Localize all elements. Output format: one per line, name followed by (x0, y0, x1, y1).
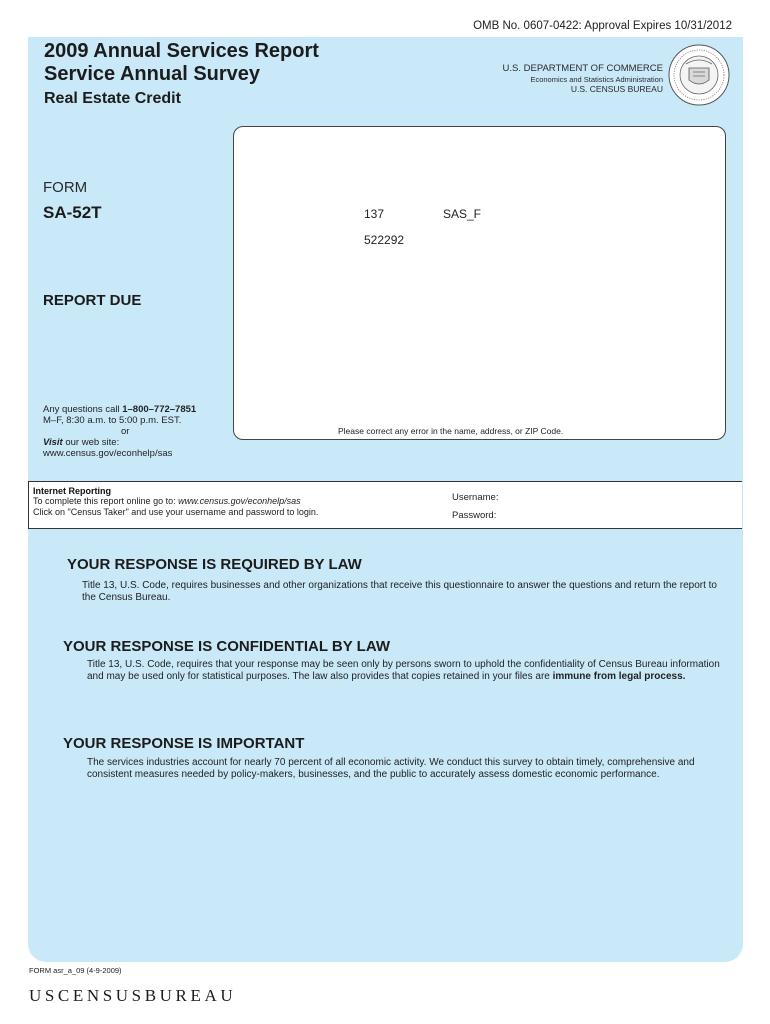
confidential-text: Title 13, U.S. Code, requires that your response may be seen only by persons sworn to uphold the confidentiality of Census Bureau information and may be used only for statistical purposes. The law also provides that copies retained in your files are (87, 659, 720, 682)
survey-title: Service Annual Survey (44, 63, 261, 85)
respondent-id-1: 137 (364, 207, 385, 221)
report-title: 2009 Annual Services Report (44, 40, 319, 62)
important-text: The services industries account for nearly 70 percent of all economic activity. We conduct this survey to obtain timely, comprehensive and consistent measures needed by policy-makers, businesses, and the public to accurately assess domestic economic performance. (87, 757, 695, 780)
bureau-name: U.S. CENSUS BUREAU (570, 84, 663, 94)
visit-line (43, 437, 196, 448)
respondent-id-2: SAS_F (443, 207, 482, 221)
visit-word: Visit (43, 437, 63, 448)
confidential-heading: YOUR RESPONSE IS CONFIDENTIAL BY LAW (63, 638, 390, 655)
department-block (503, 63, 663, 94)
required-text: Title 13, U.S. Code, requires businesses and other organizations that receive this questionnaire to answer the questions and return the report to the Census Bureau. (82, 580, 717, 603)
industry-subtitle: Real Estate Credit (44, 90, 181, 107)
confidential-bold: immune from legal process. (552, 670, 686, 682)
visit-rest: our web site: (62, 437, 120, 448)
important-heading: YOUR RESPONSE IS IMPORTANT (63, 735, 305, 752)
phone-line (43, 404, 196, 415)
form-number: SA-52T (43, 203, 102, 222)
hours-line: M–F, 8:30 a.m. to 5:00 p.m. EST. (43, 415, 182, 426)
online-url-link[interactable]: www.census.gov/econhelp/sas (178, 496, 301, 506)
department-of-commerce-seal-icon (668, 44, 730, 106)
questions-prefix: Any questions call (43, 404, 123, 415)
phone-number[interactable]: 1–800–772–7851 (122, 404, 197, 415)
or-line: or (121, 426, 130, 437)
census-bureau-wordmark: USCENSUSBUREAU (29, 986, 237, 1005)
username-label: Username: (452, 492, 499, 503)
report-due-label: REPORT DUE (43, 292, 142, 309)
address-correction-note: Please correct any error in the name, address, or ZIP Code. (338, 426, 564, 436)
department-name: U.S. DEPARTMENT OF COMMERCE (502, 63, 663, 74)
administration-name: Economics and Statistics Administration (530, 75, 663, 84)
contact-info (43, 404, 196, 459)
website-link[interactable]: www.census.gov/econhelp/sas (43, 448, 173, 459)
internet-reporting-title: Internet Reporting (33, 486, 111, 496)
confidential-paragraph (87, 659, 737, 682)
respondent-id-3: 522292 (364, 233, 405, 247)
internet-reporting-line2: Click on "Census Taker" and use your username and password to login. (33, 507, 319, 517)
form-code: FORM asr_a_09 (4-9-2009) (29, 966, 122, 975)
omb-approval: OMB No. 0607-0422: Approval Expires 10/31/2012 (473, 20, 732, 32)
password-label: Password: (452, 510, 497, 521)
required-heading: YOUR RESPONSE IS REQUIRED BY LAW (67, 556, 362, 573)
form-label: FORM (43, 179, 88, 196)
internet-reporting-line1 (33, 496, 301, 506)
online-prefix: To complete this report online go to: (33, 496, 179, 506)
mailing-address-box (233, 126, 726, 440)
